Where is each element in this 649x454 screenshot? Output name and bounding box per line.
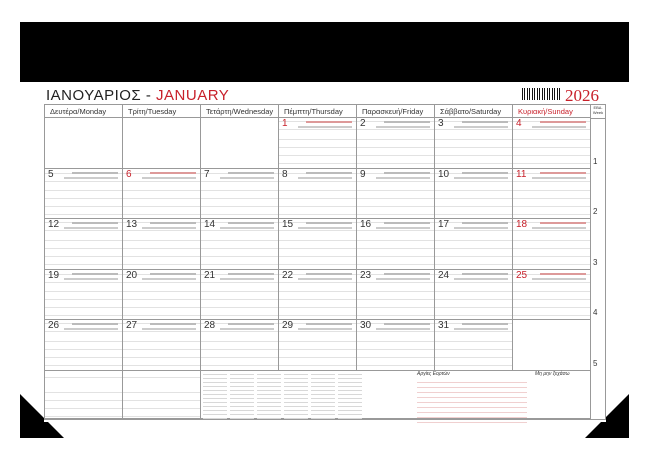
day-header-4: Παρασκευή/Friday <box>357 105 435 118</box>
nameday-note <box>72 323 118 325</box>
day-cell[interactable] <box>357 219 435 270</box>
nameday-note <box>150 323 196 325</box>
footer-note-cell[interactable] <box>45 371 123 419</box>
mini-calendar <box>203 371 227 419</box>
nameday-note <box>384 273 430 275</box>
sun-times-note <box>376 177 430 179</box>
day-number: 23 <box>360 269 372 281</box>
sun-times-note <box>298 328 352 330</box>
day-cell[interactable] <box>435 219 513 270</box>
week-number: 4 <box>593 308 598 318</box>
day-cell[interactable] <box>201 270 279 321</box>
day-cell[interactable] <box>45 270 123 321</box>
nameday-note <box>72 273 118 275</box>
nameday-note <box>462 222 508 224</box>
day-cell[interactable] <box>513 270 591 321</box>
sun-times-note <box>298 278 352 280</box>
mini-calendar <box>230 371 254 419</box>
sun-times-note <box>532 126 586 128</box>
mini-calendar <box>311 371 335 419</box>
day-number: 12 <box>48 219 60 231</box>
sun-times-note <box>142 278 196 280</box>
day-cell[interactable] <box>123 118 201 169</box>
nameday-note <box>228 222 274 224</box>
day-header-3: Πέμπτη/Thursday <box>279 105 357 118</box>
day-number: 14 <box>204 219 216 231</box>
nameday-note <box>384 172 430 174</box>
day-cell[interactable] <box>357 320 435 371</box>
sun-times-note <box>64 278 118 280</box>
day-cell[interactable] <box>357 270 435 321</box>
day-cell[interactable] <box>123 320 201 371</box>
day-number: 21 <box>204 269 216 281</box>
day-cell[interactable] <box>201 320 279 371</box>
day-cell[interactable] <box>435 169 513 220</box>
nameday-note <box>462 273 508 275</box>
day-number: 8 <box>282 168 288 180</box>
sun-times-note <box>454 227 508 229</box>
day-number: 4 <box>516 118 522 129</box>
sun-times-note <box>220 278 274 280</box>
nameday-note <box>540 172 586 174</box>
day-cell[interactable] <box>435 320 513 371</box>
desk-pad-top-bar <box>20 22 629 82</box>
nameday-note <box>306 222 352 224</box>
day-cell[interactable] <box>45 320 123 371</box>
nameday-note <box>462 172 508 174</box>
nameday-note <box>150 172 196 174</box>
day-number: 18 <box>516 219 528 231</box>
sun-times-note <box>454 126 508 128</box>
day-cell[interactable] <box>357 169 435 220</box>
nameday-note <box>384 121 430 123</box>
mini-calendar <box>257 371 281 419</box>
day-number: 24 <box>438 269 450 281</box>
mini-calendar <box>284 371 308 419</box>
day-number: 13 <box>126 219 138 231</box>
day-cell[interactable] <box>279 169 357 220</box>
day-cell[interactable] <box>435 270 513 321</box>
sun-times-note <box>376 227 430 229</box>
month-title-gr: ΙΑΝΟΥΑΡΙΟΣ <box>46 87 142 104</box>
day-header-1: Τρίτη/Tuesday <box>123 105 201 118</box>
holidays-title: Αργίες Εορτών <box>417 371 450 377</box>
nameday-note <box>306 172 352 174</box>
nameday-note <box>306 121 352 123</box>
nameday-note <box>228 273 274 275</box>
sun-times-note <box>376 328 430 330</box>
nameday-note <box>150 273 196 275</box>
year-label: 2026 <box>565 86 599 105</box>
day-header-5: Σάββατο/Saturday <box>435 105 513 118</box>
day-header-6: Κυριακή/Sunday <box>513 105 591 118</box>
nameday-note <box>540 273 586 275</box>
month-title-sep: - <box>141 87 157 104</box>
day-cell[interactable] <box>45 219 123 270</box>
month-title <box>46 87 229 104</box>
day-cell[interactable] <box>279 219 357 270</box>
sun-times-note <box>532 177 586 179</box>
sun-times-note <box>220 227 274 229</box>
nameday-note <box>150 222 196 224</box>
notes-title: Μη μην ξεχάσω <box>535 371 570 377</box>
day-number: 26 <box>48 320 60 332</box>
nameday-note <box>228 172 274 174</box>
week-number: 3 <box>593 257 598 267</box>
sun-times-note <box>298 126 352 128</box>
day-cell[interactable] <box>357 118 435 169</box>
day-cell[interactable] <box>201 219 279 270</box>
day-cell[interactable] <box>123 270 201 321</box>
day-header-2: Τετάρτη/Wednesday <box>201 105 279 118</box>
mini-calendar <box>338 371 362 419</box>
sun-times-note <box>532 278 586 280</box>
month-title-en: JANUARY <box>156 87 230 104</box>
nameday-note <box>384 323 430 325</box>
sun-times-note <box>220 328 274 330</box>
day-number: 5 <box>48 168 54 180</box>
day-number: 27 <box>126 320 138 332</box>
day-number: 2 <box>360 118 366 129</box>
day-cell[interactable] <box>201 118 279 169</box>
nameday-note <box>462 121 508 123</box>
day-cell[interactable] <box>279 320 357 371</box>
day-number: 3 <box>438 118 444 129</box>
nameday-note <box>306 273 352 275</box>
nameday-note <box>540 222 586 224</box>
sun-times-note <box>64 177 118 179</box>
sun-times-note <box>298 227 352 229</box>
nameday-note <box>72 222 118 224</box>
day-number: 15 <box>282 219 294 231</box>
week-header: ΕΒΔ. Week <box>591 105 605 119</box>
day-header-0: Δευτέρα/Monday <box>45 105 123 118</box>
day-number: 29 <box>282 320 294 332</box>
day-number: 31 <box>438 320 450 332</box>
day-number: 10 <box>438 168 450 180</box>
day-number: 11 <box>516 168 527 180</box>
day-number: 6 <box>126 168 132 180</box>
day-cell[interactable] <box>123 219 201 270</box>
day-cell[interactable] <box>45 118 123 169</box>
day-cell[interactable] <box>513 320 591 371</box>
day-cell[interactable] <box>513 219 591 270</box>
nameday-note <box>384 222 430 224</box>
day-cell[interactable] <box>513 169 591 220</box>
nameday-note <box>306 323 352 325</box>
sun-times-note <box>454 177 508 179</box>
sun-times-note <box>454 278 508 280</box>
day-cell[interactable] <box>279 118 357 169</box>
footer-note-cell[interactable] <box>123 371 201 419</box>
day-cell[interactable] <box>201 169 279 220</box>
barcode <box>522 88 562 100</box>
sun-times-note <box>376 278 430 280</box>
day-cell[interactable] <box>279 270 357 321</box>
sun-times-note <box>142 227 196 229</box>
nameday-note <box>228 323 274 325</box>
day-number: 25 <box>516 269 528 281</box>
sun-times-note <box>220 177 274 179</box>
sun-times-note <box>376 126 430 128</box>
day-cell[interactable] <box>123 169 201 220</box>
sun-times-note <box>64 227 118 229</box>
day-number: 28 <box>204 320 216 332</box>
day-number: 1 <box>282 118 288 129</box>
day-number: 9 <box>360 168 366 180</box>
day-cell[interactable] <box>435 118 513 169</box>
sun-times-note <box>298 177 352 179</box>
day-number: 17 <box>438 219 450 231</box>
day-number: 30 <box>360 320 372 332</box>
holidays-list <box>417 378 527 424</box>
nameday-note <box>72 172 118 174</box>
day-number: 22 <box>282 269 294 281</box>
sun-times-note <box>454 328 508 330</box>
day-cell[interactable] <box>45 169 123 220</box>
week-number: 2 <box>593 207 598 217</box>
week-number: 5 <box>593 359 598 368</box>
nameday-note <box>540 121 586 123</box>
sun-times-note <box>142 328 196 330</box>
day-number: 19 <box>48 269 60 281</box>
sun-times-note <box>64 328 118 330</box>
day-number: 20 <box>126 269 138 281</box>
day-cell[interactable] <box>513 118 591 169</box>
calendar-grid <box>44 104 606 420</box>
sun-times-note <box>142 177 196 179</box>
day-number: 7 <box>204 168 210 180</box>
nameday-note <box>462 323 508 325</box>
day-number: 16 <box>360 219 372 231</box>
week-number: 1 <box>593 156 598 166</box>
sun-times-note <box>532 227 586 229</box>
